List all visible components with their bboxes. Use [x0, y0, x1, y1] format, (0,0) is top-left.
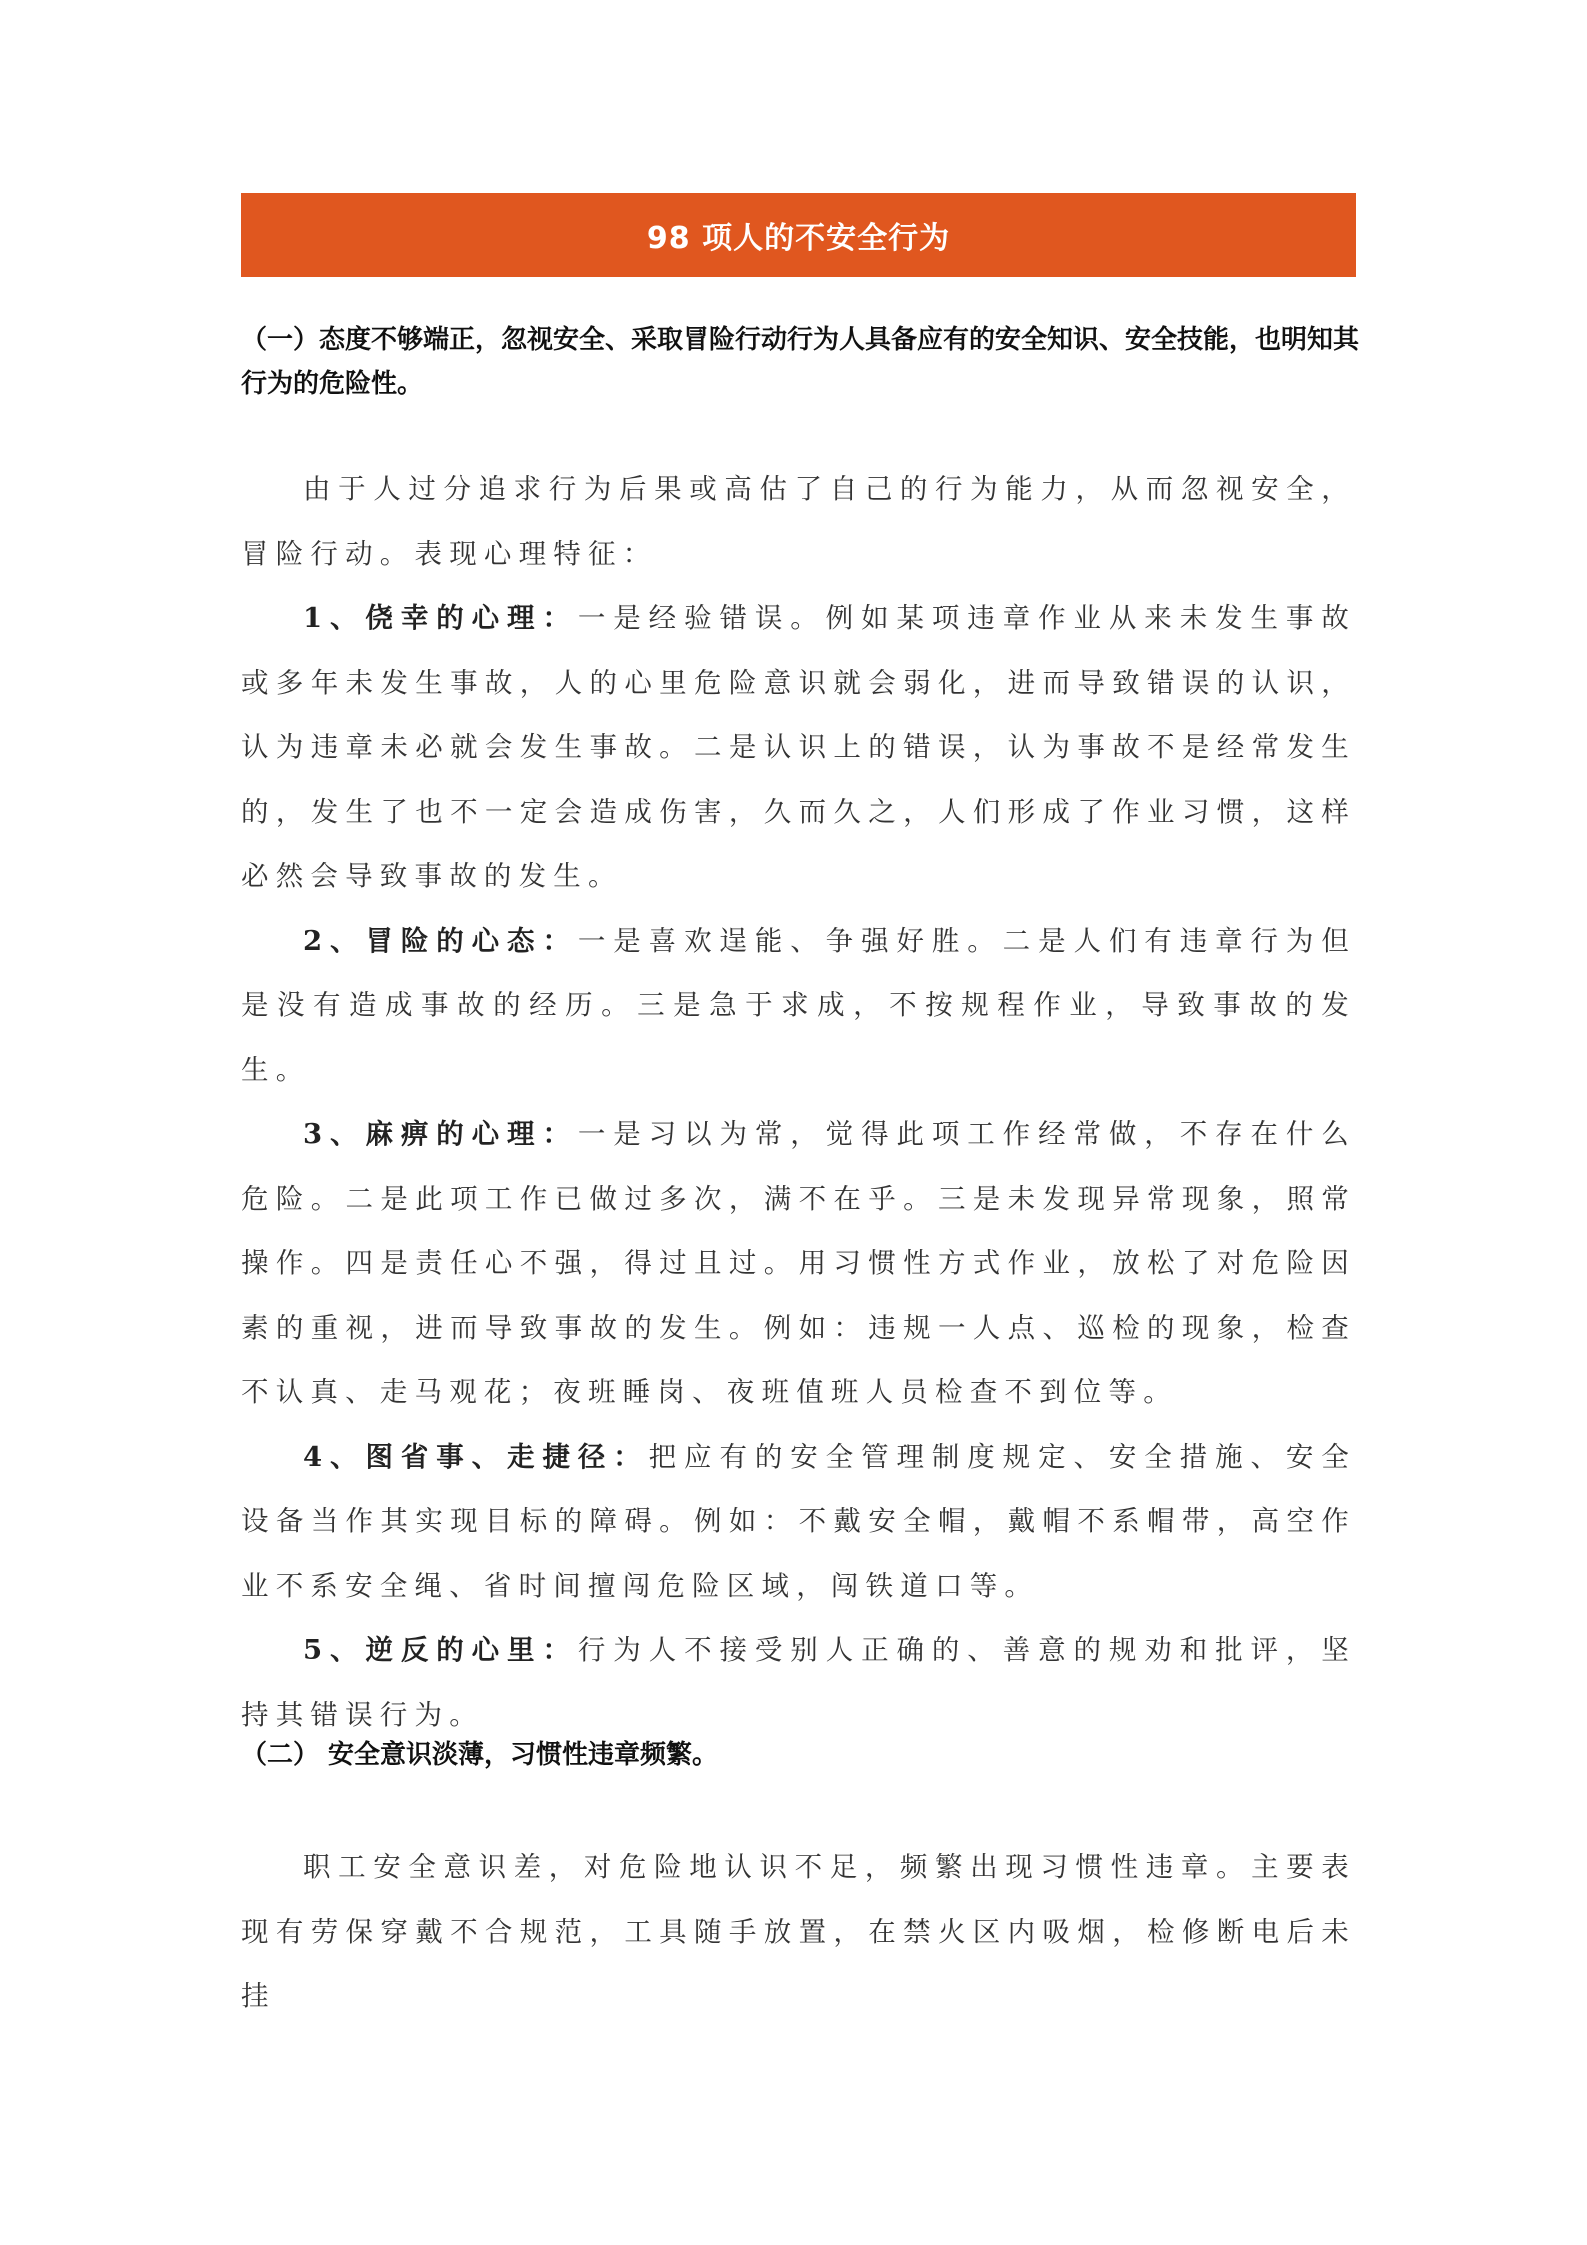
item-lead: 4、图省事、走捷径： [303, 1440, 649, 1473]
page-title: 98 项人的不安全行为 [646, 221, 951, 256]
item-lead: 5、逆反的心里： [303, 1634, 578, 1666]
item-text: 把应有的安全管理制度规定、安全措施、安全设备当作其实现目标的障碍。例如：不戴安全帽，戴帽不系帽带，高空作业不系安全绳、省时间擅闯危险区域，闯铁道口等。 [241, 1440, 1356, 1602]
list-item [241, 1102, 1356, 1425]
item-text: 一是喜欢逞能、争强好胜。二是人们有违章行为但是没有造成事故的经历。三是急于求成，不按规程作业，导致事故的发生。 [241, 924, 1357, 1086]
section-1-body [241, 457, 1356, 1747]
list-item [241, 1425, 1356, 1619]
list-item [241, 909, 1356, 1103]
title-banner [241, 193, 1356, 277]
item-lead: 1、侥幸的心理： [303, 602, 578, 634]
item-lead: 3、麻痹的心理： [303, 1118, 578, 1150]
item-text: 一是习以为常，觉得此项工作经常做，不存在什么危险。二是此项工作已做过多次，满不在乎。三是未发现异常现象，照常操作。四是责任心不强，得过且过。用习惯性方式作业，放松了对危险因素的重视，进而导致事故的发生。例如：违规一人点、巡检的现象，检查不认真、走马观花；夜班睡岗、夜班值班人员检查不到位等。 [241, 1118, 1357, 1408]
section-1-intro: 由于人过分追求行为后果或高估了自己的行为能力，从而忽视安全，冒险行动。表现心理特征： [241, 473, 1356, 570]
item-text: 行为人不接受别人正确的、善意的规劝和批评，坚持其错误行为。 [241, 1634, 1357, 1731]
item-text: 一是经验错误。例如某项违章作业从来未发生事故或多年未发生事故，人的心里危险意识就会弱化，进而导致错误的认识，认为违章未必就会发生事故。二是认识上的错误，认为事故不是经常发生的，发生了也不一定会造成伤害，久而久之，人们形成了作业习惯，这样必然会导致事故的发生。 [241, 602, 1357, 892]
section-2-heading: （二） 安全意识淡薄，习惯性违章频繁。 [241, 1740, 719, 1770]
list-item [241, 586, 1356, 909]
list-item [241, 1618, 1356, 1747]
item-lead: 2、冒险的心态： [303, 924, 578, 957]
section-2-text: 职工安全意识差，对危险地认识不足，频繁出现习惯性违章。主要表现有劳保穿戴不合规范，工具随手放置，在禁火区内吸烟，检修断电后未挂 [241, 1851, 1356, 2012]
section-2-body [241, 1835, 1356, 2029]
section-1-heading: （一）态度不够端正，忽视安全、采取冒险行动行为人具备应有的安全知识、安全技能，也明知其行为的危险性。 [241, 325, 1360, 399]
